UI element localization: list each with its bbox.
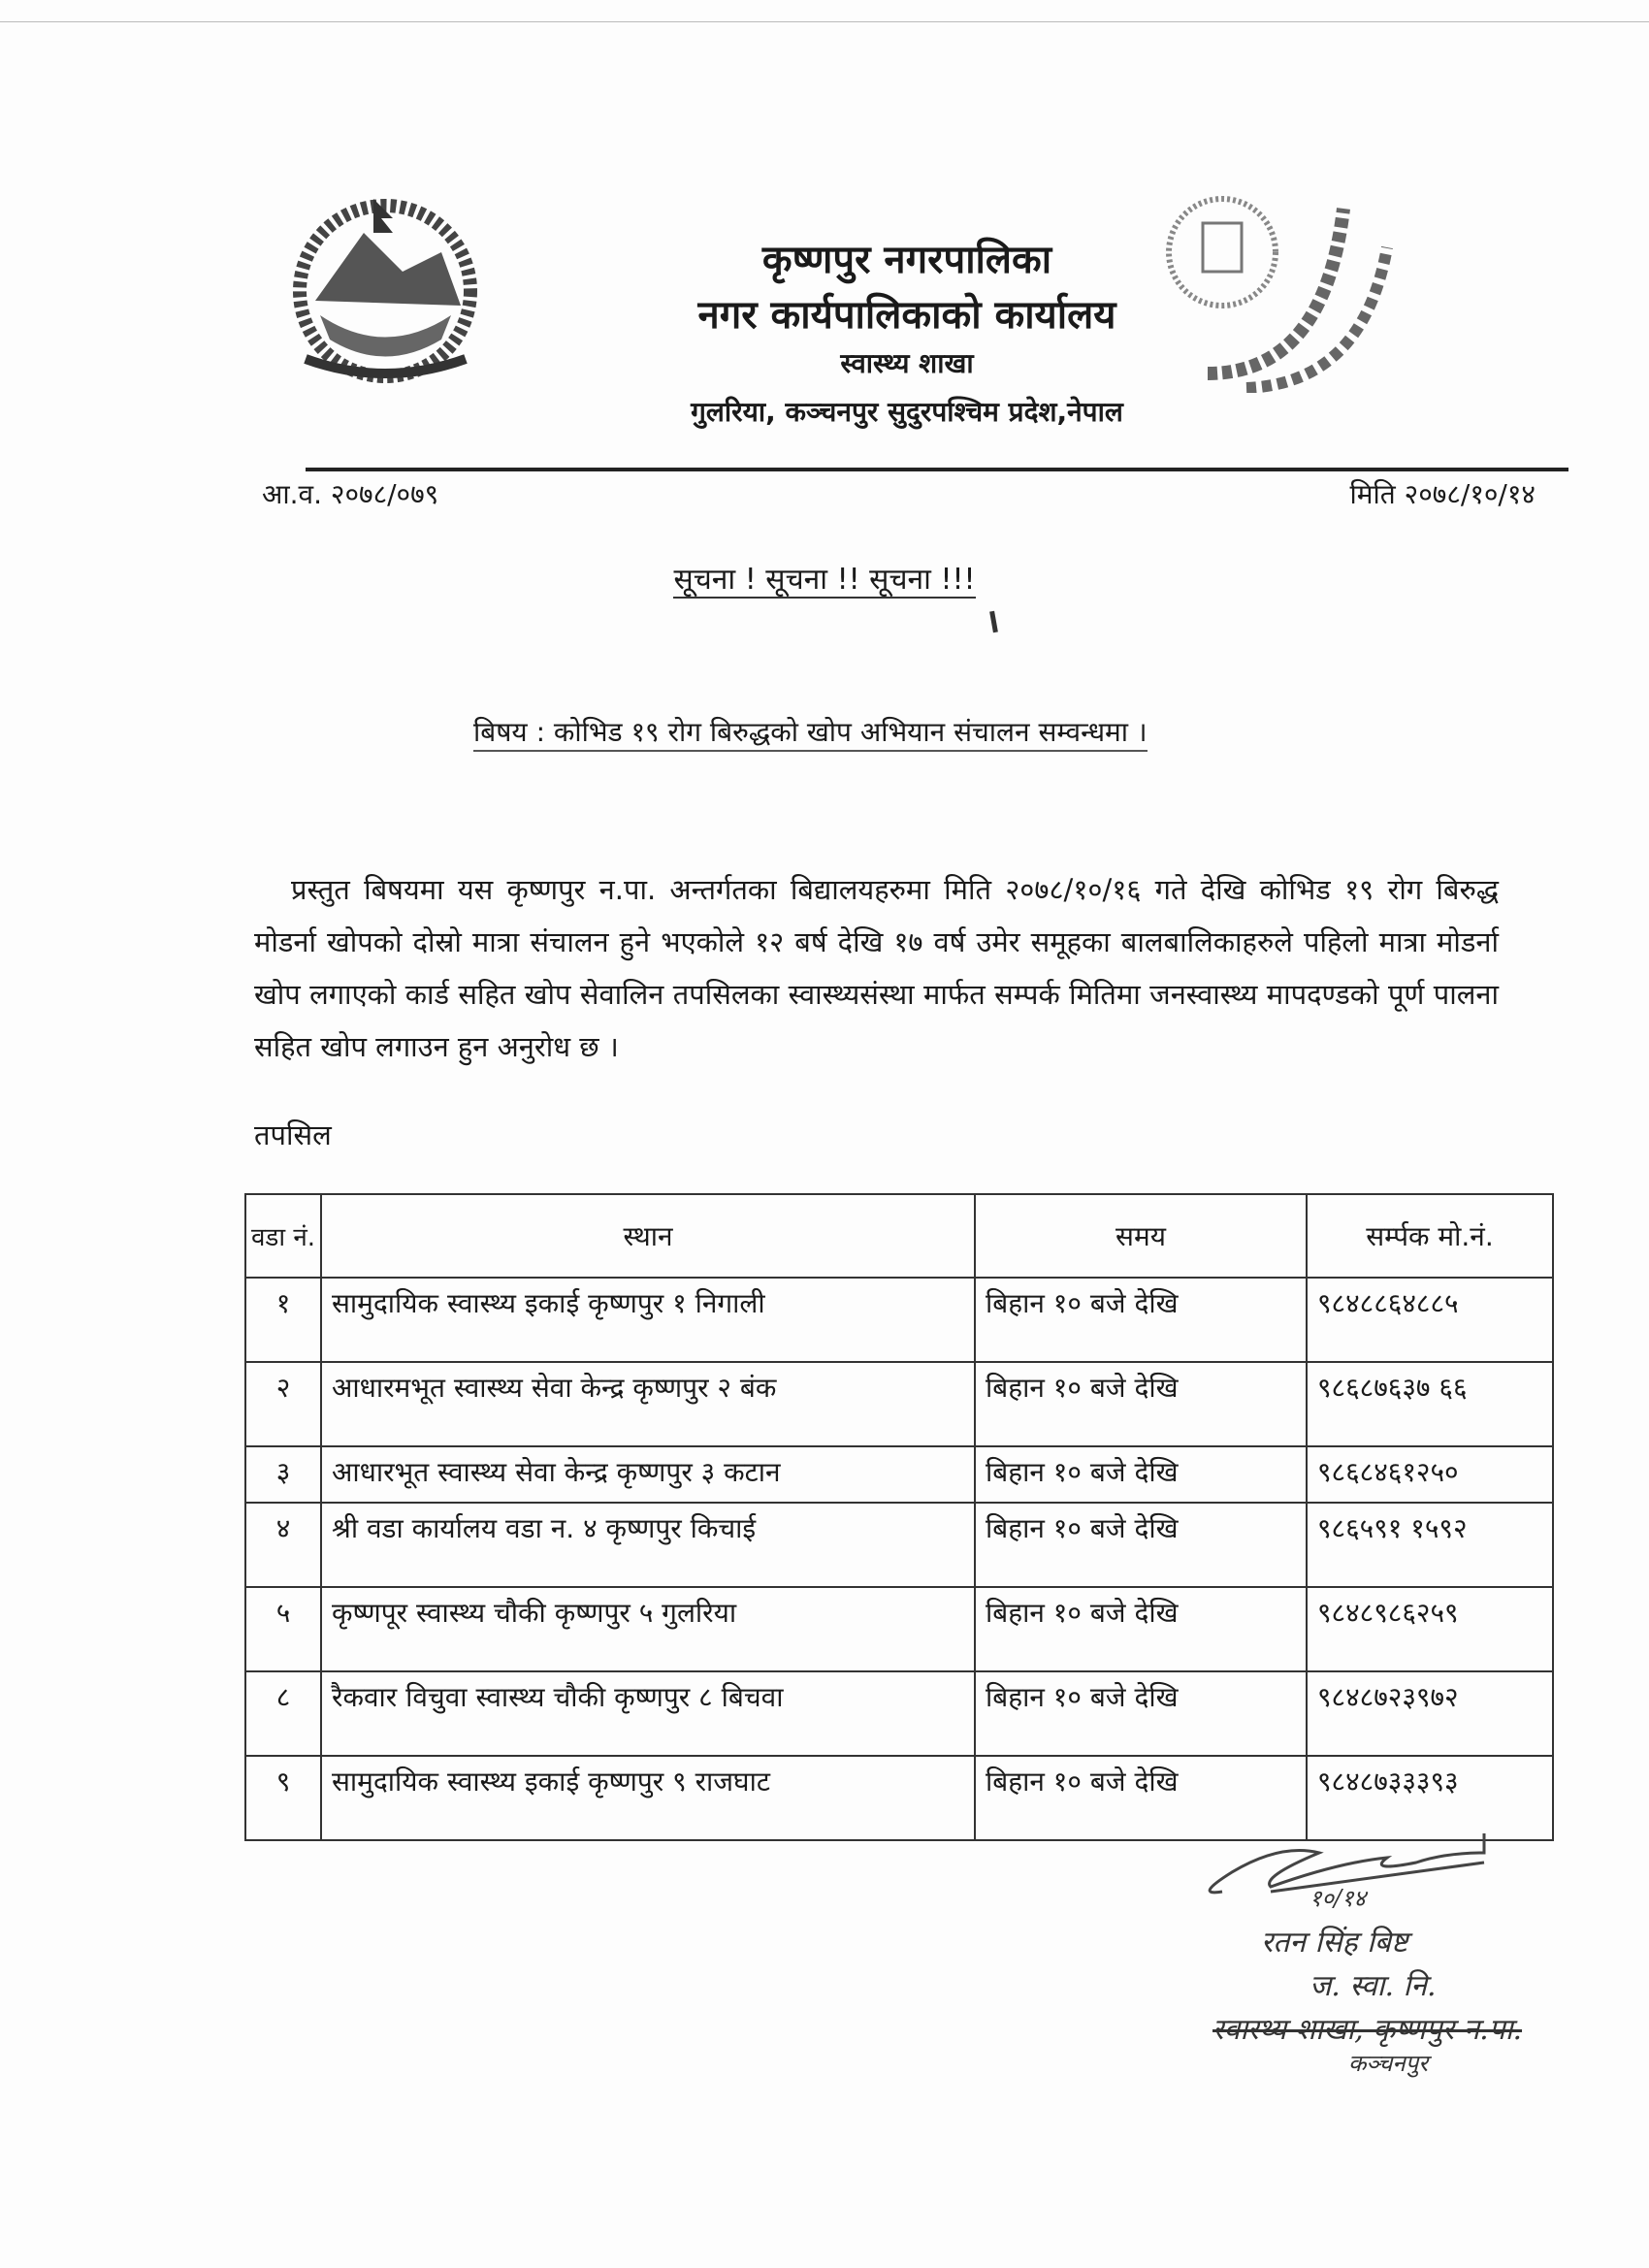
cell-place: कृष्णपूर स्वास्थ्य चौकी कृष्णपुर ५ गुलरिया [321,1587,975,1671]
office-seal-stamp [1149,189,1397,393]
vaccination-sites-table [244,1193,1554,1841]
table-header-row [245,1194,1553,1278]
cell-phone: ९८४८७२३९७२ [1307,1671,1553,1756]
address: गुलरिया, कञ्चनपुर सुदुरपश्चिम प्रदेश,नेपाल [691,396,1123,428]
cell-phone: ९८६८७६३७ ६६ [1307,1362,1553,1446]
header-divider [306,468,1568,471]
cell-ward: ५ [245,1587,321,1671]
cell-phone: ९८६८४६१२५० [1307,1446,1553,1503]
cell-ward: ४ [245,1503,321,1587]
table-row [245,1587,1553,1671]
cell-time: बिहान १० बजे देखि [975,1671,1307,1756]
cell-place: सामुदायिक स्वास्थ्य इकाई कृष्णपुर ९ राजघाट [321,1756,975,1840]
pen-mark [989,611,998,633]
document-date: मिति २०७८/१०/१४ [1349,478,1536,510]
header-ward: वडा नं. [245,1194,321,1278]
cell-phone: ९८४८७३३३९३ [1307,1756,1553,1840]
cell-ward: ३ [245,1446,321,1503]
cell-time: बिहान १० बजे देखि [975,1446,1307,1503]
cell-ward: १ [245,1278,321,1362]
signatory-place: कञ्चनपुर [1348,2050,1429,2077]
cell-phone: ९८४८९८६२५९ [1307,1587,1553,1671]
table-row [245,1446,1553,1503]
subject-line: बिषय : कोभिड १९ रोग बिरुद्धको खोप अभियान संचालन सम्वन्धमा । [473,713,1148,752]
notice-title [0,558,1649,598]
cell-place: श्री वडा कार्यालय वडा न. ४ कृष्णपुर किचाई [321,1503,975,1587]
scan-edge-line [0,21,1649,22]
cell-time: बिहान १० बजे देखि [975,1503,1307,1587]
signatory-office: स्वास्थ्य शाखा, कृष्णपुर न.पा. [1212,2013,1523,2047]
cell-place: सामुदायिक स्वास्थ्य इकाई कृष्णपुर १ निगाली [321,1278,975,1362]
body-paragraph: प्रस्तुत बिषयमा यस कृष्णपुर न.पा. अन्तर्गतका बिद्यालयहरुमा मिति २०७८/१०/१६ गते देखि कोभिड १९ रोग बिरुद्ध मोडर्ना खोपको दोस्रो मात्रा संचालन हुने भएकोले १२ बर्ष देखि १७ वर्ष उमेर समूहका बालबालिकाहरुले पहिलो मात्रा मोडर्ना खोप लगाएको कार्ड सहित खोप सेवालिन तपसिलका स्वास्थ्यसंस्था मार्फत सम्पर्क मितिमा जनस्वास्थ्य मापदण्डको पूर्ण पालना सहित खोप लगाउन हुन अनुरोध छ । [254,873,1499,1063]
tapasil-label: तपसिल [254,1118,332,1151]
nepal-emblem-logo [276,194,495,388]
signatory-name: रतन सिंह बिष्ट [1261,1926,1408,1960]
header-phone: सर्म्पक मो.नं. [1307,1194,1553,1278]
header-place: स्थान [321,1194,975,1278]
notice-title-text: सूचना ! सूचना !! सूचना !!! [673,563,976,597]
cell-ward: ८ [245,1671,321,1756]
fiscal-year: आ.व. २०७८/०७९ [262,478,439,510]
cell-place: रैकवार विचुवा स्वास्थ्य चौकी कृष्णपुर ८ बिचवा [321,1671,975,1756]
office-name: नगर कार्यपालिकाको कार्यालय [697,293,1116,338]
signatory-designation: ज. स्वा. नि. [1310,1969,1437,2003]
cell-ward: ९ [245,1756,321,1840]
cell-time: बिहान १० बजे देखि [975,1362,1307,1446]
cell-phone: ९८४८८६४८८५ [1307,1278,1553,1362]
cell-time: बिहान १० बजे देखि [975,1587,1307,1671]
branch-name: स्वास्थ्य शाखा [840,347,974,379]
table-row [245,1503,1553,1587]
table-row [245,1671,1553,1756]
header-time: समय [975,1194,1307,1278]
table-row [245,1362,1553,1446]
signature-date: १०/१४ [1310,1885,1367,1912]
cell-place: आधारमभूत स्वास्थ्य सेवा केन्द्र कृष्णपुर २ बंक [321,1362,975,1446]
municipality-name: कृष्णपुर नगरपालिका [761,238,1052,282]
cell-phone: ९८६५९१ १५९२ [1307,1503,1553,1587]
table-row [245,1278,1553,1362]
signature-block [1193,1824,1649,2076]
cell-place: आधारभूत स्वास्थ्य सेवा केन्द्र कृष्णपुर ३ कटान [321,1446,975,1503]
cell-time: बिहान १० बजे देखि [975,1278,1307,1362]
cell-ward: २ [245,1362,321,1446]
cell-time: बिहान १० बजे देखि [975,1756,1307,1840]
